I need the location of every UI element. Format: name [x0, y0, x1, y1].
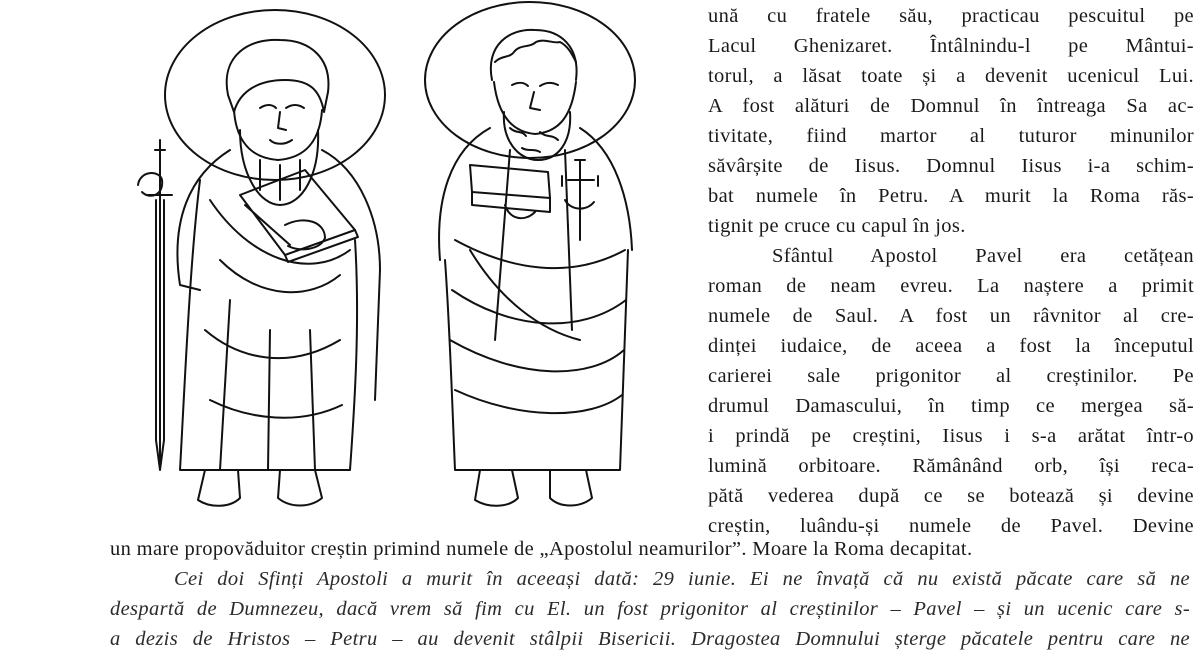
italic-line: Cei doi Sfinți Apostoli a murit în aceeași dată: 29 iunie. Ei ne învață că nu există păcate care să ne: [174, 568, 1190, 590]
column-line: Lacul Ghenizaret. Întâlnindu-l pe Mântui-: [708, 35, 1194, 57]
column-line: lumină orbitoare. Rămânând orb, își reca-: [708, 455, 1194, 477]
cross: [568, 160, 594, 240]
column-line: i prindă pe creștini, Iisus i s-a arătat într-o: [708, 425, 1194, 447]
italic-line: despartă de Dumnezeu, dacă vrem să fim cu El. un fost prigonitor al creștinilor – Pavel – și un ucenic care s-: [110, 598, 1190, 620]
column-line: pătă vederea după ce se botează și devine: [708, 485, 1194, 507]
column-line: tivitate, fiind martor al tuturor minunilor: [708, 125, 1194, 147]
column-line: tignit pe cruce cu capul în jos.: [708, 215, 966, 237]
column-line: drumul Damascului, în timp ce mergea să-: [708, 395, 1194, 417]
right-halo: [425, 2, 635, 158]
apostles-illustration: [110, 0, 700, 520]
paragraph-start-line: Sfântul Apostol Pavel era cetățean: [772, 245, 1194, 267]
column-line: roman de neam evreu. La naștere a primit: [708, 275, 1194, 297]
column-line: bat numele în Petru. A murit la Roma răs-: [708, 185, 1194, 207]
saint-paul-figure: [138, 10, 385, 506]
column-line: ună cu fratele său, practicau pescuitul pe: [708, 5, 1194, 27]
italic-line: a dezis de Hristos – Petru – au devenit stâlpii Bisericii. Dragostea Domnului șterge păcatele pentru care ne: [110, 628, 1190, 650]
column-line: creștin, luându-și numele de Pavel. Devine: [708, 515, 1194, 537]
column-line: dinței iudaice, de aceea a fost la începutul: [708, 335, 1194, 357]
full-line: un mare propovăduitor creștin primind numele de „Apostolul neamurilor”. Moare la Roma decapitat.: [110, 538, 973, 560]
column-line: torul, a lăsat toate și a devenit ucenicul Lui.: [708, 65, 1194, 87]
column-line: numele de Saul. A fost un râvnitor al cre-: [708, 305, 1194, 327]
column-line: carierei sale prigonitor al creștinilor. Pe: [708, 365, 1194, 387]
column-line: A fost alături de Domnul în întreaga Sa ac-: [708, 95, 1194, 117]
column-line: săvârșite de Iisus. Domnul Iisus i-a schim-: [708, 155, 1194, 177]
left-halo: [165, 10, 385, 180]
saint-peter-figure: [425, 2, 635, 506]
